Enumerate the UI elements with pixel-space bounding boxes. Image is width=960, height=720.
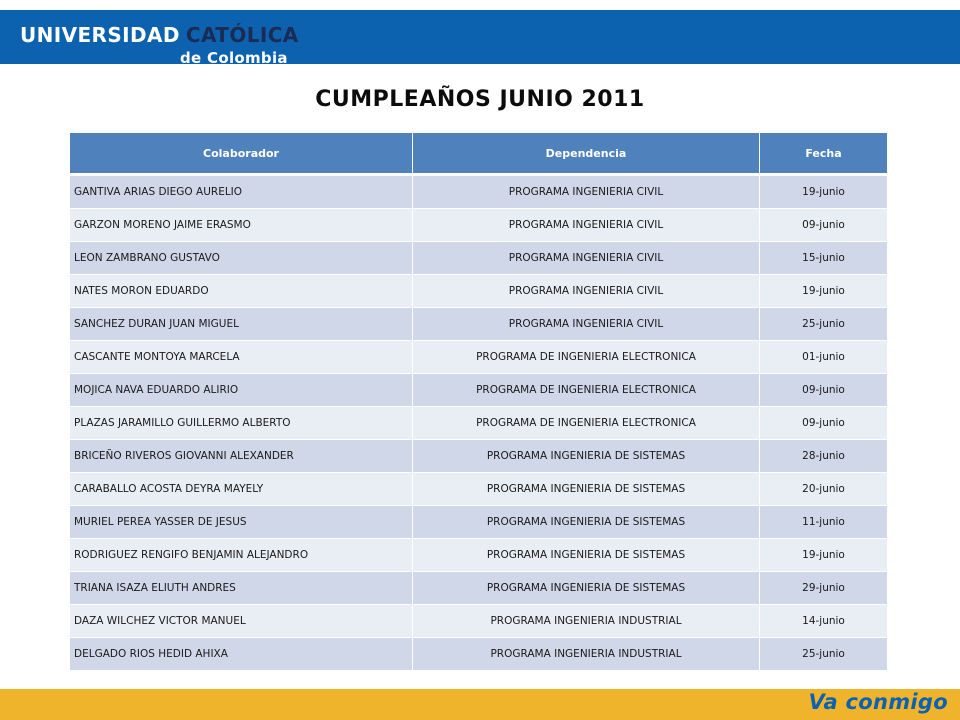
table-row: [70, 175, 888, 209]
table-row: [70, 539, 888, 572]
table-row: [70, 341, 888, 374]
cell-colaborador: TRIANA ISAZA ELIUTH ANDRES: [70, 572, 413, 605]
table-row: [70, 242, 888, 275]
table-row: [70, 638, 888, 671]
table-row: [70, 374, 888, 407]
cell-colaborador: MURIEL PEREA YASSER DE JESUS: [70, 506, 413, 539]
cell-dependencia: PROGRAMA INGENIERIA CIVIL: [413, 242, 760, 275]
cell-fecha: 15-junio: [760, 242, 888, 275]
cell-fecha: 28-junio: [760, 440, 888, 473]
cell-colaborador: DELGADO RIOS HEDID AHIXA: [70, 638, 413, 671]
table-row: [70, 440, 888, 473]
cell-colaborador: GARZON MORENO JAIME ERASMO: [70, 209, 413, 242]
logo-line-1: [20, 24, 299, 46]
table-row: [70, 605, 888, 638]
cell-dependencia: PROGRAMA INGENIERIA CIVIL: [413, 209, 760, 242]
footer-bar: [0, 689, 960, 720]
table-body: [70, 175, 888, 671]
cell-dependencia: PROGRAMA INGENIERIA DE SISTEMAS: [413, 572, 760, 605]
table-row: [70, 275, 888, 308]
cell-fecha: 19-junio: [760, 175, 888, 209]
birthday-table: [69, 132, 888, 671]
cell-fecha: 25-junio: [760, 308, 888, 341]
column-header-dependencia: Dependencia: [413, 133, 760, 175]
table-row: [70, 407, 888, 440]
table-row: [70, 473, 888, 506]
cell-colaborador: CASCANTE MONTOYA MARCELA: [70, 341, 413, 374]
cell-dependencia: PROGRAMA INGENIERIA DE SISTEMAS: [413, 539, 760, 572]
cell-colaborador: NATES MORON EDUARDO: [70, 275, 413, 308]
cell-fecha: 01-junio: [760, 341, 888, 374]
cell-fecha: 19-junio: [760, 275, 888, 308]
cell-fecha: 20-junio: [760, 473, 888, 506]
cell-colaborador: MOJICA NAVA EDUARDO ALIRIO: [70, 374, 413, 407]
cell-colaborador: LEON ZAMBRANO GUSTAVO: [70, 242, 413, 275]
cell-colaborador: DAZA WILCHEZ VICTOR MANUEL: [70, 605, 413, 638]
cell-colaborador: SANCHEZ DURAN JUAN MIGUEL: [70, 308, 413, 341]
column-header-colaborador: Colaborador: [70, 133, 413, 175]
table-row: [70, 308, 888, 341]
cell-fecha: 09-junio: [760, 209, 888, 242]
cell-colaborador: RODRIGUEZ RENGIFO BENJAMIN ALEJANDRO: [70, 539, 413, 572]
cell-dependencia: PROGRAMA DE INGENIERIA ELECTRONICA: [413, 374, 760, 407]
cell-fecha: 25-junio: [760, 638, 888, 671]
cell-dependencia: PROGRAMA INGENIERIA CIVIL: [413, 308, 760, 341]
cell-colaborador: PLAZAS JARAMILLO GUILLERMO ALBERTO: [70, 407, 413, 440]
slogan: Va conmigo: [808, 690, 948, 714]
cell-fecha: 29-junio: [760, 572, 888, 605]
table-row: [70, 209, 888, 242]
cell-fecha: 14-junio: [760, 605, 888, 638]
cell-colaborador: GANTIVA ARIAS DIEGO AURELIO: [70, 175, 413, 209]
cell-dependencia: PROGRAMA DE INGENIERIA ELECTRONICA: [413, 341, 760, 374]
cell-dependencia: PROGRAMA INGENIERIA DE SISTEMAS: [413, 506, 760, 539]
cell-dependencia: PROGRAMA INGENIERIA CIVIL: [413, 175, 760, 209]
table-row: [70, 506, 888, 539]
cell-fecha: 09-junio: [760, 407, 888, 440]
cell-dependencia: PROGRAMA INGENIERIA DE SISTEMAS: [413, 473, 760, 506]
header-bar: [0, 10, 960, 67]
column-header-fecha: Fecha: [760, 133, 888, 175]
logo-line-2: de Colombia: [180, 49, 288, 67]
cell-colaborador: BRICEÑO RIVEROS GIOVANNI ALEXANDER: [70, 440, 413, 473]
cell-dependencia: PROGRAMA DE INGENIERIA ELECTRONICA: [413, 407, 760, 440]
cell-fecha: 09-junio: [760, 374, 888, 407]
table-header-row: [70, 133, 888, 175]
cell-colaborador: CARABALLO ACOSTA DEYRA MAYELY: [70, 473, 413, 506]
cell-dependencia: PROGRAMA INGENIERIA CIVIL: [413, 275, 760, 308]
cell-fecha: 11-junio: [760, 506, 888, 539]
table-row: [70, 572, 888, 605]
cell-dependencia: PROGRAMA INGENIERIA DE SISTEMAS: [413, 440, 760, 473]
cell-dependencia: PROGRAMA INGENIERIA INDUSTRIAL: [413, 638, 760, 671]
cell-dependencia: PROGRAMA INGENIERIA INDUSTRIAL: [413, 605, 760, 638]
page-title: CUMPLEAÑOS JUNIO 2011: [315, 87, 645, 112]
logo-word-universidad: UNIVERSIDAD: [20, 23, 180, 47]
logo-word-catolica: CATÓLICA: [185, 23, 299, 47]
cell-fecha: 19-junio: [760, 539, 888, 572]
